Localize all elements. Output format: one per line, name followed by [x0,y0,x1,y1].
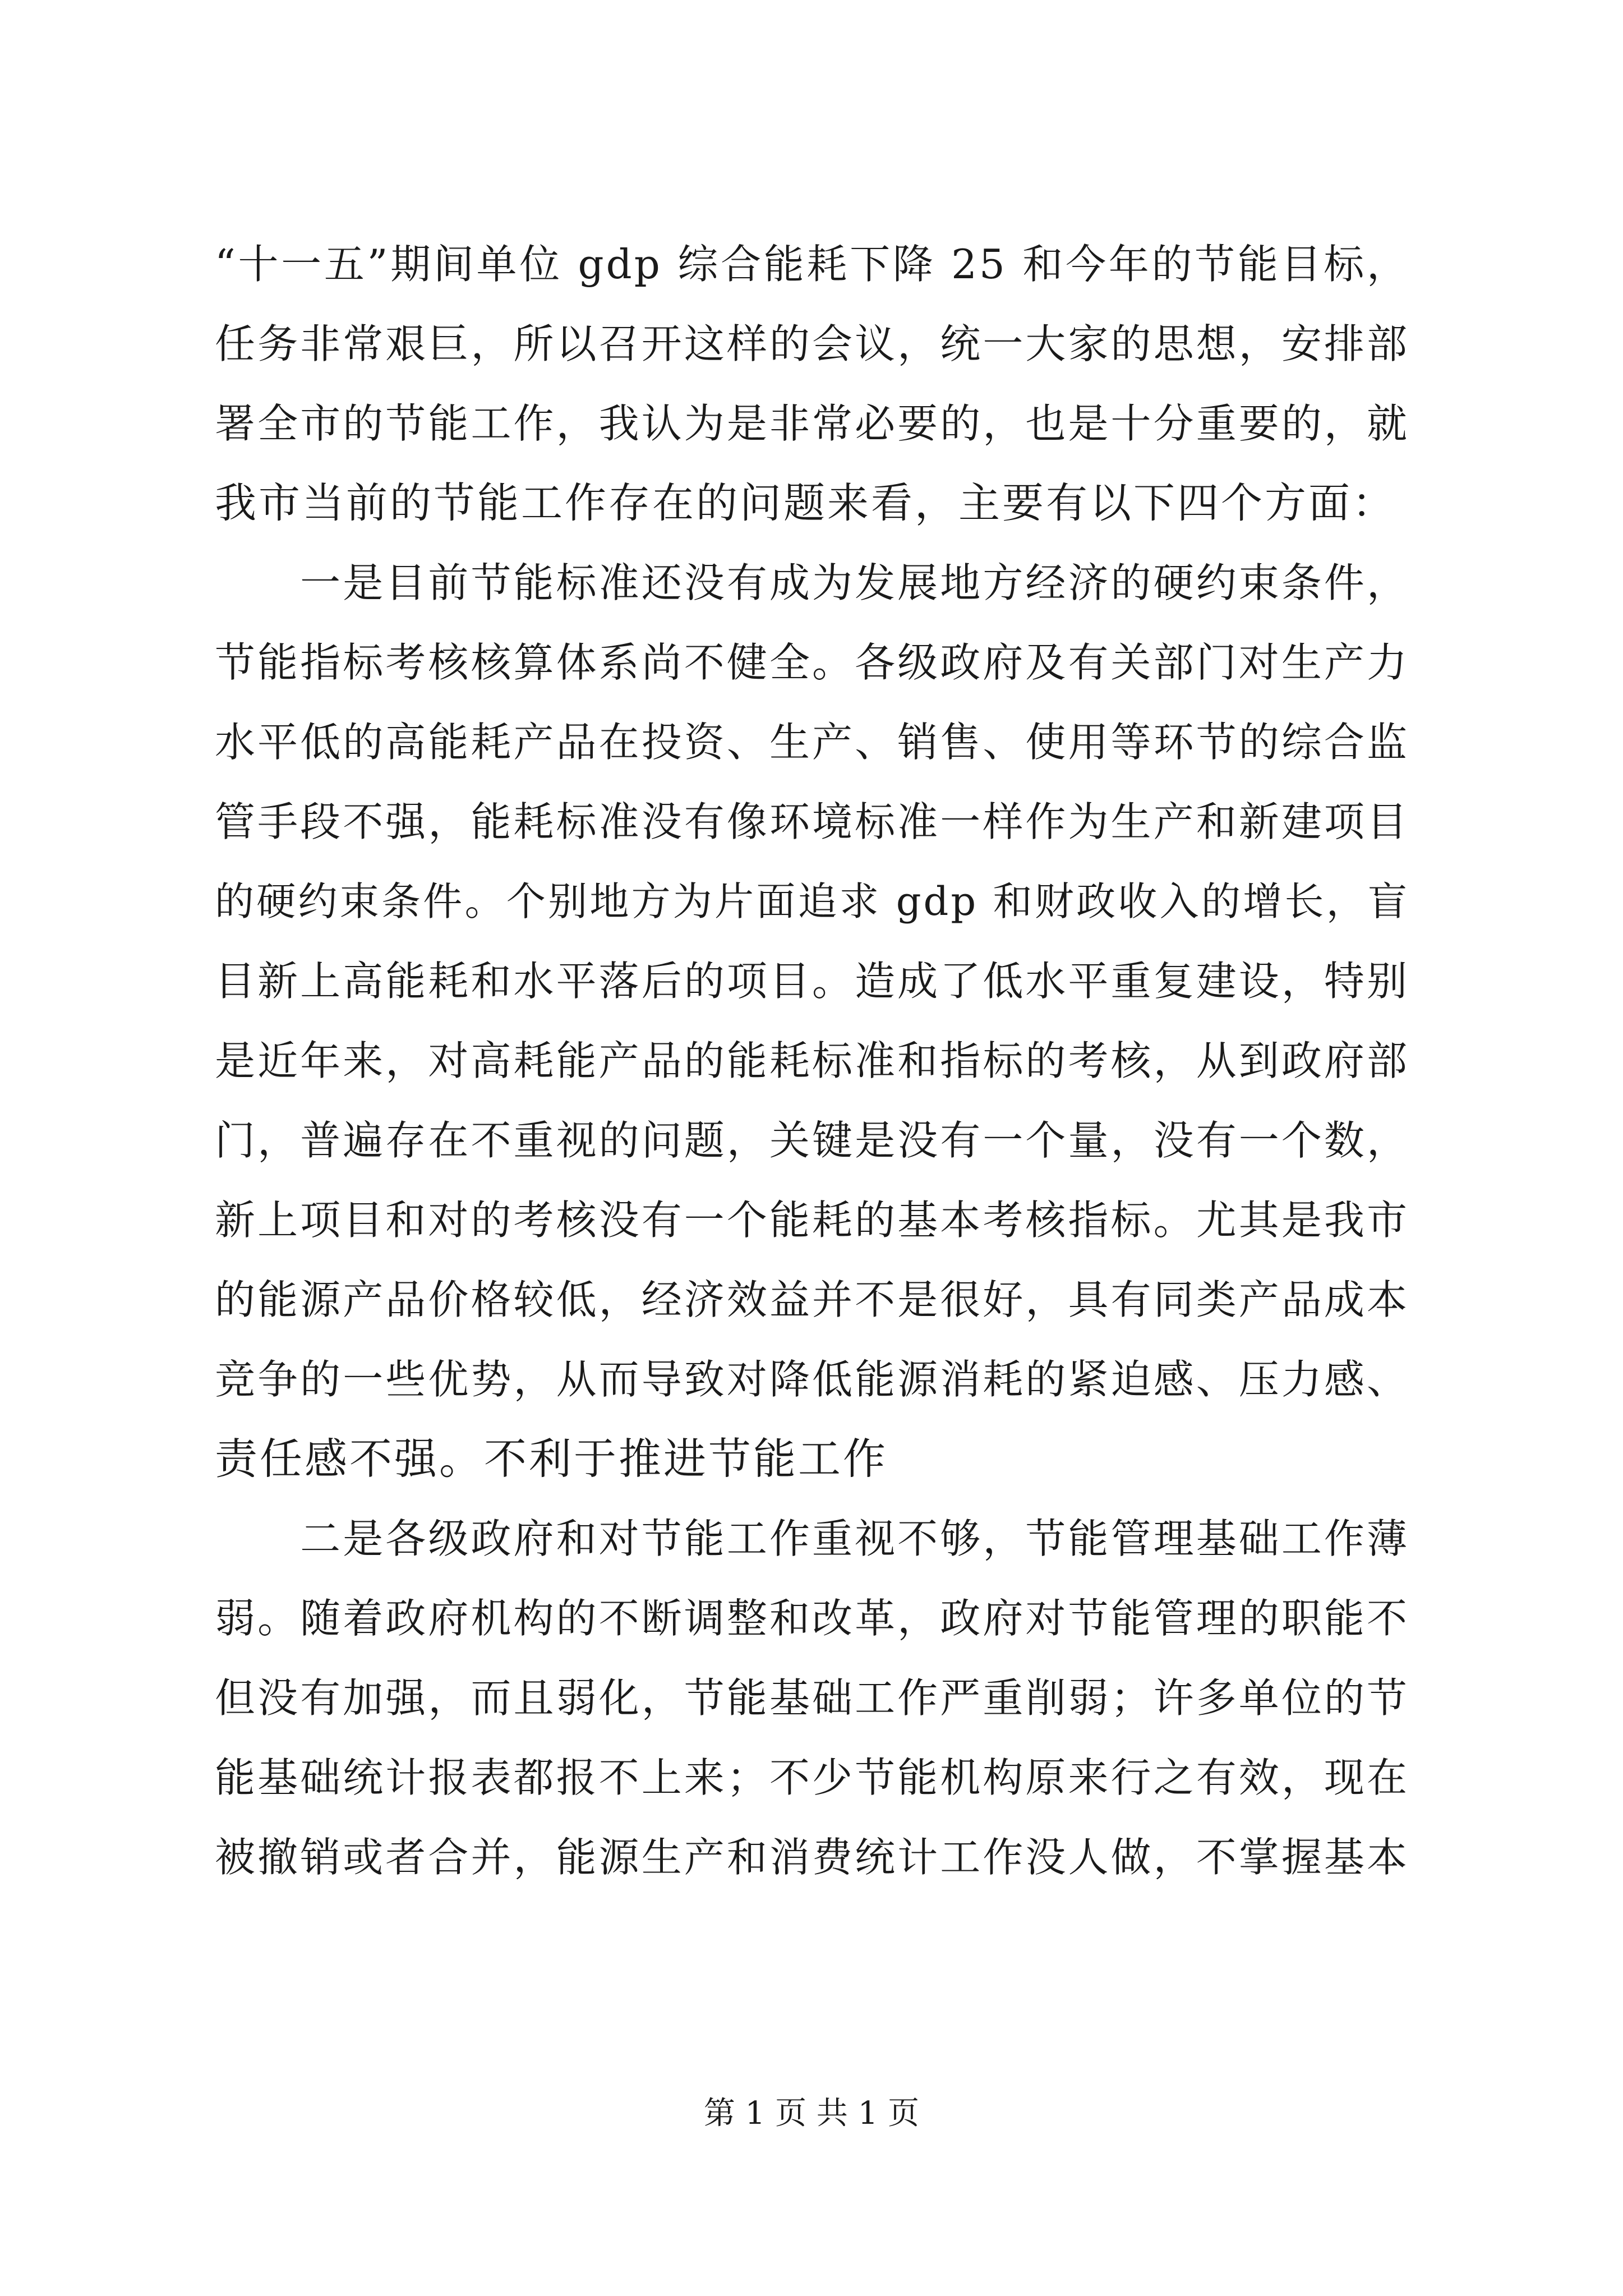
text-line: 竞争的一些优势，从而导致对降低能源消耗的紧迫感、压力感、 [215,1356,1409,1403]
text-line: 管手段不强，能耗标准没有像环境标准一样作为生产和新建项目 [215,798,1409,845]
text-line: 我市当前的节能工作存在的问题来看，主要有以下四个方面： [215,479,1396,527]
text-line: 弱。随着政府机构的不断调整和改革，政府对节能管理的职能不 [215,1595,1409,1642]
text-line: 但没有加强，而且弱化，节能基础工作严重削弱；许多单位的节 [215,1674,1409,1722]
text-line: “十一五”期间单位 gdp 综合能耗下降 25 和今年的节能目标， [215,241,1409,288]
text-line: 水平低的高能耗产品在投资、生产、销售、使用等环节的综合监 [215,719,1409,766]
text-line: 是近年来，对高耗能产品的能耗标准和指标的考核，从到政府部 [215,1037,1409,1084]
text-line: 二是各级政府和对节能工作重视不够，节能管理基础工作薄 [215,1515,1409,1562]
text-line: 的能源产品价格较低，经济效益并不是很好，具有同类产品成本 [215,1276,1409,1323]
text-line: 一是目前节能标准还没有成为发展地方经济的硬约束条件， [215,559,1409,606]
page-footer: 第 1 页 共 1 页 [703,2095,920,2132]
text-line: 责任感不强。不利于推进节能工作 [215,1434,888,1484]
text-line: 门，普遍存在不重视的问题，关键是没有一个量，没有一个数， [215,1117,1409,1164]
text-line: 新上项目和对的考核没有一个能耗的基本考核指标。尤其是我市 [215,1197,1409,1244]
body-text [215,224,1409,1897]
text-line: 节能指标考核核算体系尚不健全。各级政府及有关部门对生产力 [215,639,1409,686]
text-line: 任务非常艰巨，所以召开这样的会议，统一大家的思想，安排部 [215,320,1409,367]
text-line: 署全市的节能工作，我认为是非常必要的，也是十分重要的，就 [215,400,1409,447]
text-line: 的硬约束条件。个别地方为片面追求 gdp 和财政收入的增长，盲 [215,878,1409,924]
text-line: 被撤销或者合并，能源生产和消费统计工作没人做，不掌握基本 [215,1834,1409,1881]
text-line: 能基础统计报表都报不上来；不少节能机构原来行之有效，现在 [215,1754,1409,1801]
text-line: 目新上高能耗和水平落后的项目。造成了低水平重复建设，特别 [215,958,1409,1005]
